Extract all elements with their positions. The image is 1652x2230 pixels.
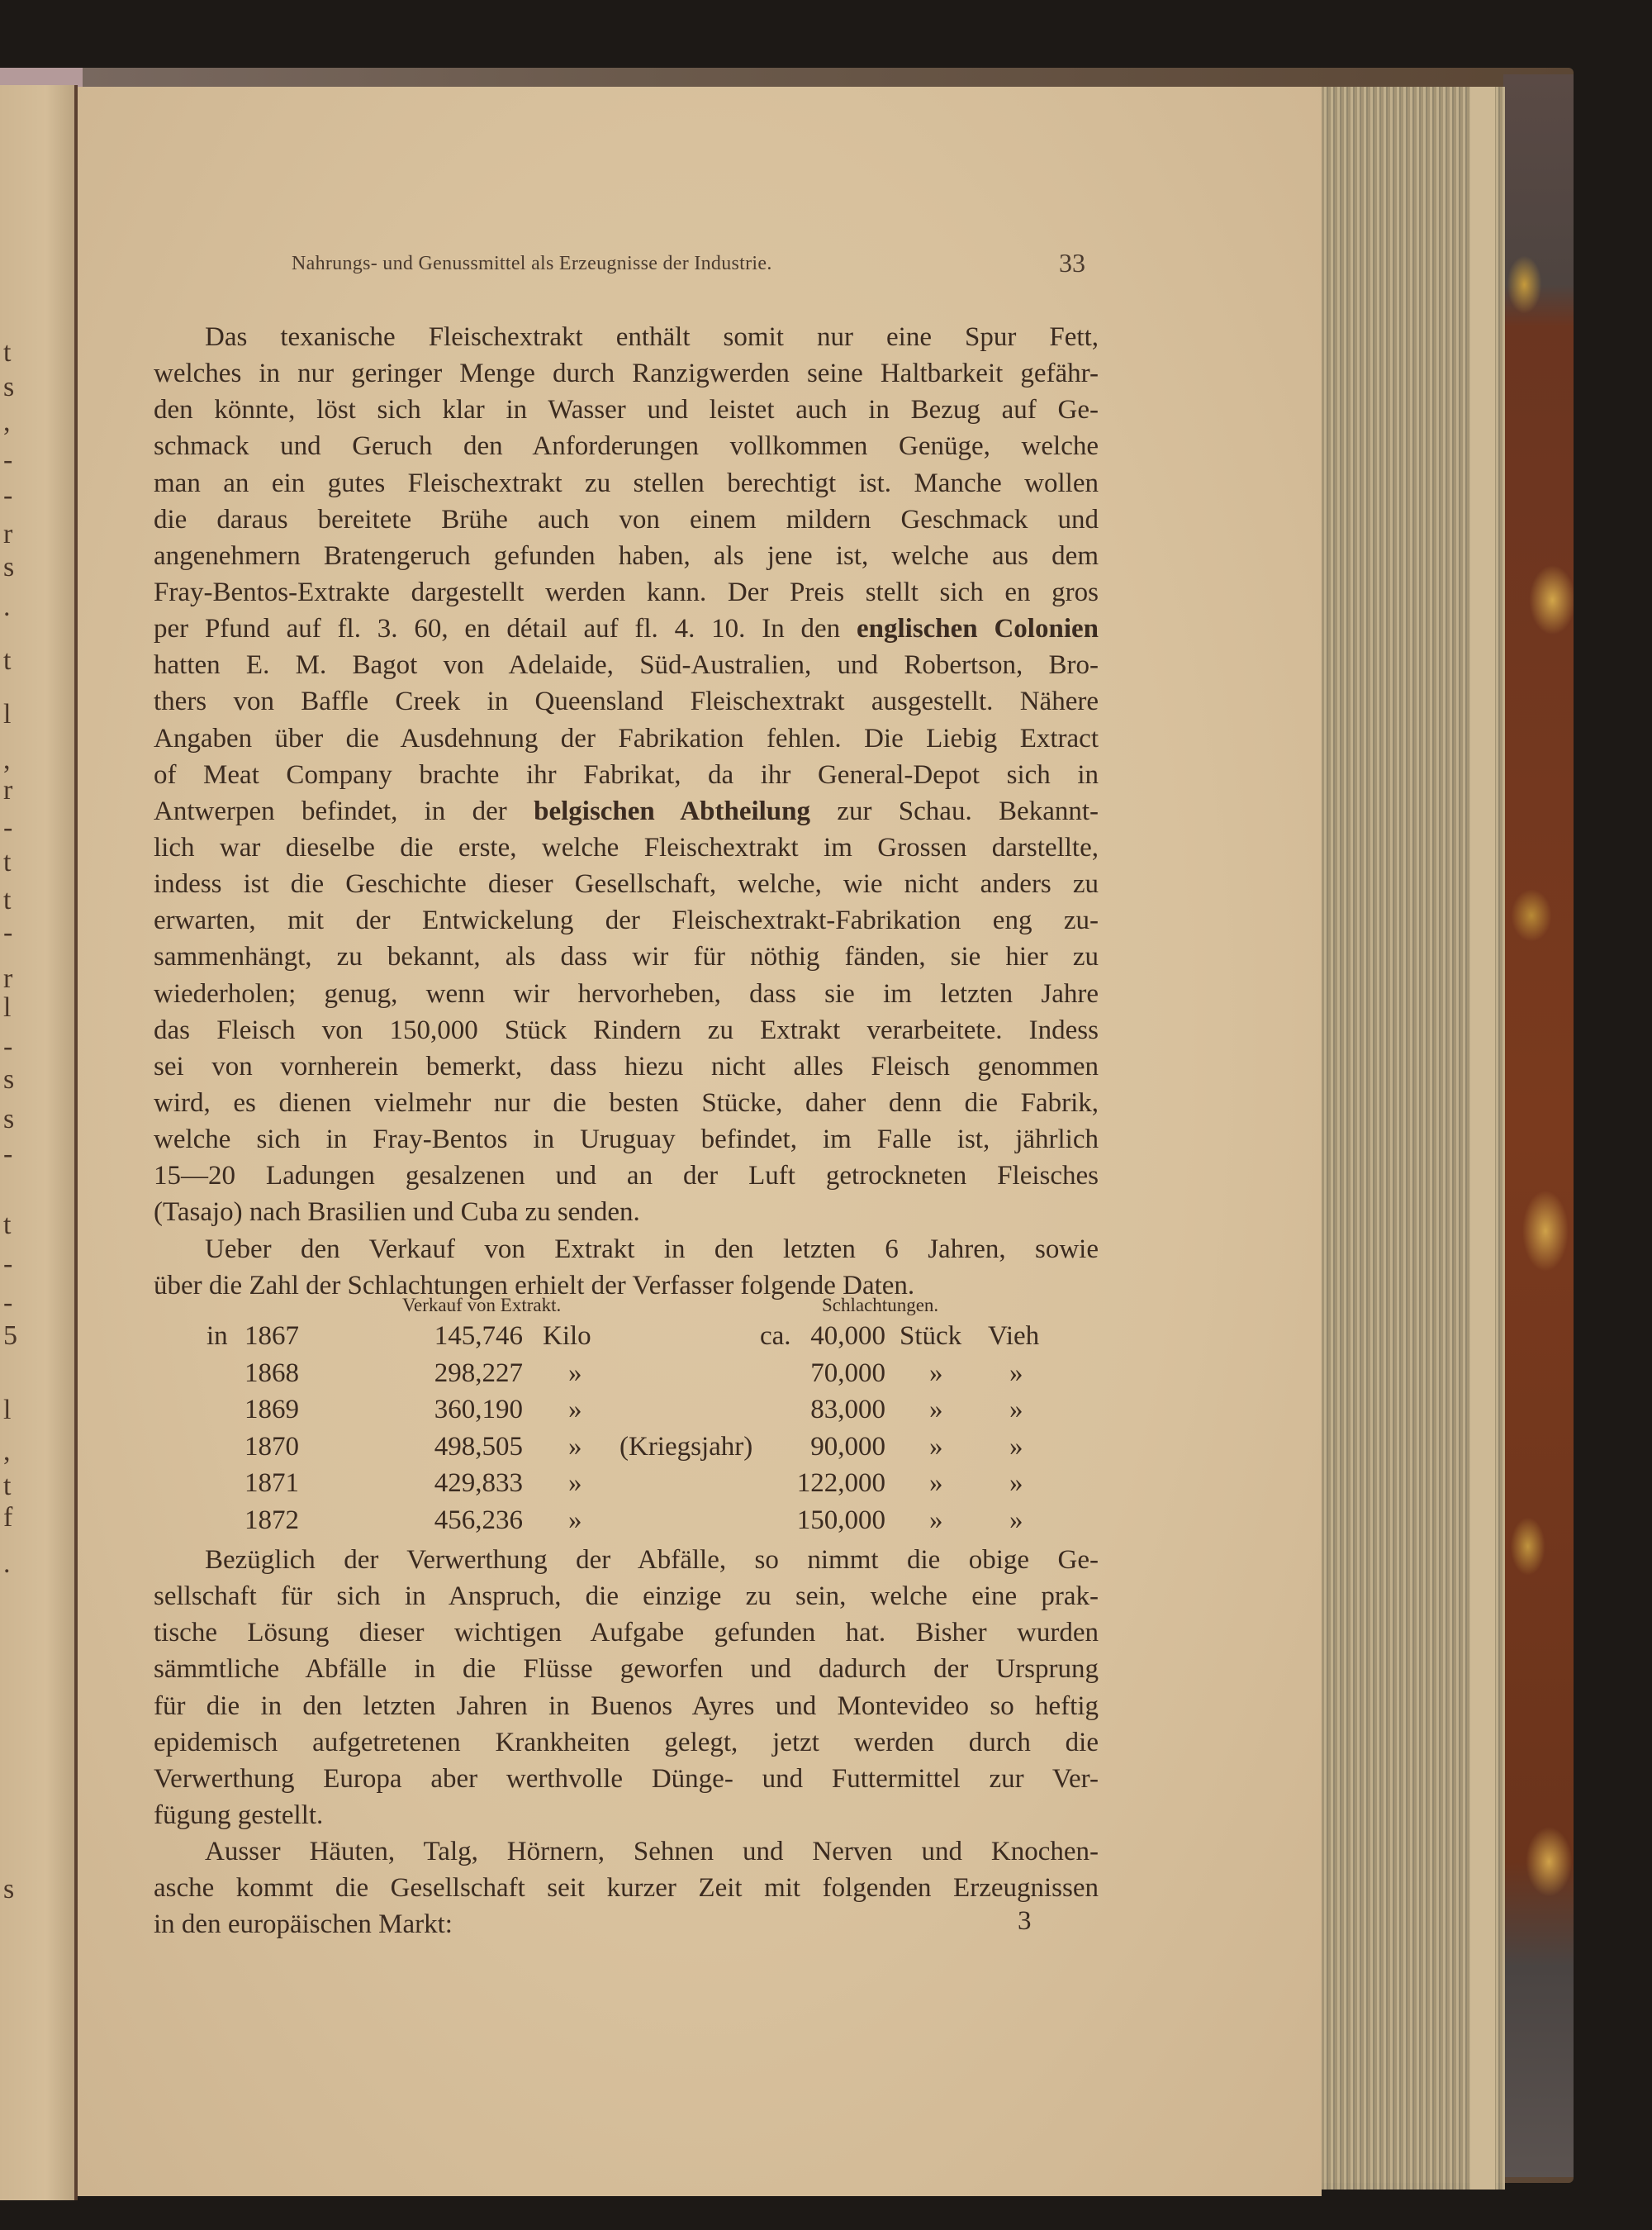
table-cell-year: 1871 (244, 1468, 299, 1498)
text-line (154, 1194, 1099, 1230)
bold-text-segment: belgischen Abtheilung (534, 796, 811, 826)
text-segment: Fray-Bentos-Extrakte dargestellt werden kann. Der Preis stellt sich en gros (154, 577, 1099, 607)
table-cell-sales: 360,190 (434, 1395, 523, 1424)
text-line (154, 757, 1099, 793)
text-segment: den könnte, löst sich klar in Wasser und leistet auch in Bezug auf Ge- (154, 395, 1099, 426)
left-page-fragment: s (3, 1104, 15, 1134)
text-line (154, 611, 1099, 647)
text-segment: Ausser Häuten, Talg, Hörnern, Sehnen und Nerven und Knochen- (205, 1837, 1099, 1867)
text-line (154, 1906, 1099, 1942)
left-page-fragment: l (3, 1395, 12, 1425)
left-page-fragment: l (3, 992, 12, 1023)
text-line (154, 939, 1099, 975)
text-segment: über die Zahl der Schlachtungen erhielt der Verfasser folgende Daten. (154, 1270, 915, 1300)
text-segment: Antwerpen befindet, in der (154, 796, 534, 826)
left-page-fragment: - (3, 480, 13, 511)
table-row (0, 1502, 1652, 1543)
text-segment: welche sich in Fray-Bentos in Uruguay befindet, im Falle ist, jährlich (154, 1125, 1099, 1155)
body-text-top (154, 319, 1099, 1304)
text-line (154, 720, 1099, 757)
text-segment: tische Lösung dieser wichtigen Aufgabe gefunden hat. Bisher wurden (154, 1618, 1099, 1648)
text-segment: lich war dieselbe die erste, welche Fleischextrakt im Grossen darstellte, (154, 832, 1099, 863)
text-segment: hatten E. M. Bagot von Adelaide, Süd-Australien, und Robertson, Bro- (154, 650, 1099, 681)
left-page-fragment: , (3, 1436, 11, 1467)
left-page-fragment: t (3, 645, 12, 676)
table-cell-unit1: » (929, 1431, 943, 1462)
text-line (154, 1121, 1099, 1158)
text-segment: die daraus bereitete Brühe auch von einem mildern Geschmack und (154, 504, 1099, 535)
text-line (154, 1833, 1099, 1870)
text-line (154, 1012, 1099, 1048)
text-segment: Verwerthung Europa aber werthvolle Dünge- und Futtermittel zur Ver- (154, 1763, 1099, 1794)
text-line (154, 465, 1099, 502)
left-page-fragment: - (3, 1139, 13, 1169)
bold-text-segment: englischen Colonien (856, 614, 1099, 644)
text-segment: angenehmern Bratengeruch gefunden haben, als jene ist, welche aus dem (154, 540, 1099, 571)
left-page-fragment: - (3, 917, 13, 948)
table-cell-approx: ca. (760, 1321, 791, 1351)
text-line (154, 902, 1099, 939)
left-page-fragment: r (3, 963, 13, 994)
left-page-fragment: f (3, 1502, 13, 1533)
text-segment: epidemisch aufgetretenen Krankheiten gelegt, jetzt werden durch die (154, 1727, 1099, 1757)
left-page-fragment: t (3, 885, 12, 915)
left-page-fragment: . (3, 1548, 11, 1579)
text-line (154, 1048, 1099, 1085)
text-segment: wird, es dienen vielmehr nur die besten Stücke, daher denn die Fabrik, (154, 1087, 1099, 1118)
table-cell-prefix: in (206, 1321, 228, 1351)
table-row (0, 1321, 1652, 1358)
table-cell-year: 1869 (244, 1395, 299, 1424)
text-line (154, 1688, 1099, 1724)
table-cell-sales: 498,505 (434, 1431, 523, 1462)
text-line (154, 1870, 1099, 1906)
text-line (154, 319, 1099, 355)
table-cell-year: 1868 (244, 1357, 299, 1388)
left-page-fragment: t (3, 847, 12, 877)
text-segment: Ueber den Verkauf von Extrakt in den letzten 6 Jahren, sowie (205, 1234, 1099, 1264)
page-edges-light (1470, 87, 1495, 2190)
text-line (154, 1797, 1099, 1833)
table-cell-slaughter: 150,000 (796, 1505, 885, 1535)
table-cell-sales-unit: » (568, 1431, 582, 1462)
left-page-fragment: r (3, 519, 13, 549)
table-cell-sales-unit: » (568, 1505, 582, 1535)
table-cell-slaughter: 40,000 (810, 1321, 885, 1351)
table-cell-sales-unit: Kilo (543, 1321, 591, 1351)
left-page-fragment: t (3, 1471, 12, 1501)
text-line (154, 976, 1099, 1012)
text-line (154, 1651, 1099, 1687)
running-header: Nahrungs- und Genussmittel als Erzeugnisse der Industrie. (292, 253, 772, 274)
left-page-fragment: , (3, 407, 11, 437)
left-page-fragment: - (3, 445, 13, 475)
table-row (0, 1432, 1652, 1469)
table-cell-sales: 456,236 (434, 1505, 523, 1535)
text-segment: per Pfund auf fl. 3. 60, en détail auf fl. 4. 10. In den (154, 614, 857, 644)
text-segment: thers von Baffle Creek in Queensland Fleischextrakt ausgestellt. Nähere (154, 687, 1099, 717)
left-page-fragment: s (3, 1064, 15, 1095)
text-segment: erwarten, mit der Entwickelung der Fleischextrakt-Fabrikation eng zu- (154, 906, 1099, 936)
text-line (154, 574, 1099, 611)
table-cell-sales: 429,833 (434, 1468, 523, 1498)
table-cell-sales-unit: » (568, 1357, 582, 1388)
text-line (154, 830, 1099, 866)
left-page-fragment: - (3, 1031, 13, 1062)
table-cell-unit2: » (1009, 1395, 1023, 1424)
text-segment: asche kommt die Gesellschaft seit kurzer Zeit mit folgenden Erzeugnissen (154, 1873, 1099, 1904)
table-cell-unit1: » (929, 1395, 943, 1424)
text-line (154, 683, 1099, 720)
left-page-fragment: s (3, 1874, 15, 1904)
table-cell-sales-unit: » (568, 1468, 582, 1498)
text-segment: das Fleisch von 150,000 Stück Rindern zu Extrakt verarbeitete. Indess (154, 1015, 1099, 1045)
text-segment: Angaben über die Ausdehnung der Fabrikation fehlen. Die Liebig Extract (154, 723, 1099, 754)
table-cell-unit2: » (1009, 1505, 1023, 1535)
table-cell-unit2: » (1009, 1357, 1023, 1388)
text-line (154, 428, 1099, 464)
text-segment: welches in nur geringer Menge durch Ranzigwerden seine Haltbarkeit gefähr- (154, 359, 1099, 389)
text-segment: Das texanische Fleischextrakt enthält somit nur eine Spur Fett, (205, 322, 1099, 352)
text-line (154, 866, 1099, 902)
table-row (0, 1395, 1652, 1432)
table-cell-unit1: » (929, 1468, 943, 1498)
text-line (154, 392, 1099, 428)
signature-mark: 3 (1018, 1906, 1032, 1936)
text-segment: zur Schau. Bekannt- (810, 796, 1099, 826)
text-segment: in den europäischen Markt: (154, 1909, 453, 1940)
table-header-slaughter: Schlachtungen. (822, 1295, 939, 1315)
left-page-fragment: - (3, 1287, 13, 1318)
table-row (0, 1468, 1652, 1505)
left-page-fragment: t (3, 1210, 12, 1240)
text-line (154, 793, 1099, 830)
table-cell-year: 1872 (244, 1505, 299, 1535)
text-segment: für die in den letzten Jahren in Buenos Ayres und Montevideo so heftig (154, 1690, 1099, 1721)
text-segment: of Meat Company brachte ihr Fabrikat, da ihr General-Depot sich in (154, 759, 1099, 790)
table-cell-sales-unit: » (568, 1395, 582, 1424)
text-line (154, 647, 1099, 683)
table-cell-slaughter: 90,000 (810, 1431, 885, 1462)
page-number: 33 (1059, 248, 1085, 278)
left-page-fragment: r (3, 775, 13, 806)
table-cell-sales: 145,746 (434, 1321, 523, 1351)
left-page-fragment: s (3, 372, 15, 402)
table-cell-unit2: » (1009, 1431, 1023, 1462)
text-line (154, 1231, 1099, 1267)
table-cell-slaughter: 83,000 (810, 1395, 885, 1424)
table-cell-unit2: Vieh (988, 1321, 1040, 1351)
table-cell-sales: 298,227 (434, 1357, 523, 1388)
table-cell-unit2: » (1009, 1468, 1023, 1498)
text-line (154, 1761, 1099, 1797)
table-cell-slaughter: 70,000 (810, 1357, 885, 1388)
text-segment: wiederholen; genug, wenn wir hervorheben, dass sie im letzten Jahre (154, 978, 1099, 1009)
left-page-fragment: - (3, 812, 13, 843)
text-line (154, 502, 1099, 538)
table-cell-note: (Kriegsjahr) (620, 1431, 753, 1462)
text-line (154, 538, 1099, 574)
text-segment: indess ist die Geschichte dieser Gesellschaft, welche, wie nicht anders zu (154, 869, 1099, 900)
text-line (154, 1158, 1099, 1194)
table-header-sales: Verkauf von Extrakt. (402, 1295, 562, 1315)
left-page-fragment: t (3, 337, 12, 368)
text-line (154, 1614, 1099, 1651)
text-line (154, 1578, 1099, 1614)
text-line (154, 1724, 1099, 1761)
left-page-fragment: - (3, 1248, 13, 1279)
text-line (154, 1542, 1099, 1578)
text-segment: schmack und Geruch den Anforderungen vollkommen Genüge, welche (154, 431, 1099, 462)
table-cell-unit1: » (929, 1505, 943, 1535)
text-segment: (Tasajo) nach Brasilien und Cuba zu senden. (154, 1197, 640, 1228)
text-line (154, 355, 1099, 392)
text-segment: sei von vornherein bemerkt, dass hiezu nicht alles Fleisch genommen (154, 1051, 1099, 1082)
left-page-fragment: l (3, 699, 12, 730)
table-cell-unit1: Stück (900, 1321, 962, 1351)
left-page-fragment: . (3, 592, 11, 622)
table-cell-unit1: » (929, 1357, 943, 1388)
left-page-fragment: s (3, 552, 15, 582)
left-page-fragment: 5 (3, 1320, 17, 1351)
body-text-bottom (154, 1542, 1099, 1943)
text-segment: sellschaft für sich in Anspruch, die einzige zu sein, welche eine prak- (154, 1581, 1099, 1612)
text-segment: man an ein gutes Fleischextrakt zu stellen berechtigt ist. Manche wollen (154, 468, 1099, 498)
left-page-fragment: , (3, 744, 11, 775)
table-cell-slaughter: 122,000 (796, 1468, 885, 1498)
text-segment: Bezüglich der Verwerthung der Abfälle, so nimmt die obige Ge- (205, 1545, 1099, 1575)
table-cell-year: 1870 (244, 1431, 299, 1462)
table-cell-year: 1867 (244, 1321, 299, 1351)
text-segment: sämmtliche Abfälle in die Flüsse geworfen und dadurch der Ursprung (154, 1654, 1099, 1685)
text-segment: fügung gestellt. (154, 1800, 324, 1830)
text-segment: 15—20 Ladungen gesalzenen und an der Luft getrockneten Fleisches (154, 1161, 1099, 1191)
table-row (0, 1358, 1652, 1396)
text-segment: sammenhängt, zu bekannt, als dass wir für nöthig fänden, sie hier zu (154, 942, 1099, 972)
marbled-cover-edge (1503, 74, 1574, 2177)
text-line (154, 1267, 1099, 1304)
text-line (154, 1085, 1099, 1121)
